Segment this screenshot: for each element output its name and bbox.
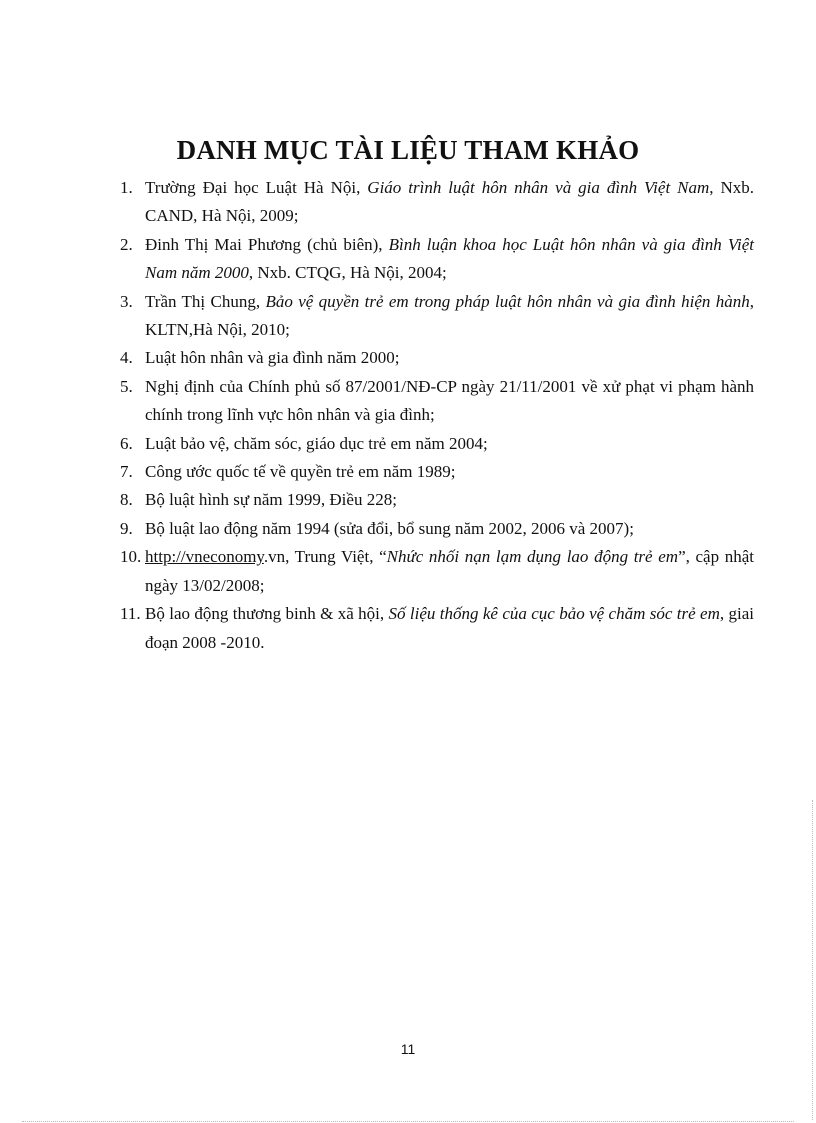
page-title: DANH MỤC TÀI LIỆU THAM KHẢO	[176, 135, 640, 165]
page-edge-divider	[22, 1121, 794, 1122]
list-item: 6. Luật bảo vệ, chăm sóc, giáo dục trẻ em năm 2004;	[120, 430, 754, 458]
item-number: 2.	[120, 234, 133, 254]
page-side-divider	[812, 800, 813, 1120]
item-number: 4.	[120, 348, 133, 368]
list-item: 11. Bộ lao động thương binh & xã hội, Số liệu thống kê của cục bảo vệ chăm sóc trẻ em, giai đoạn 2008 -2010.	[120, 600, 754, 657]
item-number: 7.	[120, 462, 133, 482]
item-number: 10.	[120, 547, 142, 567]
reference-link[interactable]: http://vneconomy	[145, 547, 264, 567]
item-number: 8.	[120, 490, 133, 510]
reference-list	[120, 174, 754, 657]
item-number: 1.	[120, 178, 133, 197]
item-number: 3.	[120, 291, 133, 311]
page-number: 11	[400, 1041, 416, 1057]
list-item: 3. Trần Thị Chung, Bảo vệ quyền trẻ em trong pháp luật hôn nhân và gia đình hiện hành, KLTN,Hà Nội, 2010;	[120, 288, 754, 345]
item-number: 9.	[120, 518, 133, 538]
list-item: 7. Công ước quốc tế về quyền trẻ em năm 1989;	[120, 458, 754, 486]
list-item: 9. Bộ luật lao động năm 1994 (sửa đổi, bổ sung năm 2002, 2006 và 2007);	[120, 515, 754, 543]
list-item: 2. Đinh Thị Mai Phương (chủ biên), Bình luận khoa học Luật hôn nhân và gia đình Việt Nam năm 2000, Nxb. CTQG, Hà Nội, 2004;	[120, 231, 754, 288]
list-item: 8. Bộ luật hình sự năm 1999, Điều 228;	[120, 486, 754, 514]
list-item: 4. Luật hôn nhân và gia đình năm 2000;	[120, 344, 754, 372]
item-number: 6.	[120, 433, 133, 453]
list-item: 1. Trường Đại học Luật Hà Nội, Giáo trình luật hôn nhân và gia đình Việt Nam, Nxb. CAND, Hà Nội, 2009;	[120, 174, 754, 231]
list-item: 10. http://vneconomy.vn, Trung Việt, “Nhức nhối nạn lạm dụng lao động trẻ em”, cập nhật ngày 13/02/2008;	[120, 543, 754, 600]
list-item: 5. Nghị định của Chính phủ số 87/2001/NĐ-CP ngày 21/11/2001 về xử phạt vi phạm hành chính trong lĩnh vực hôn nhân và gia đình;	[120, 373, 754, 430]
item-number: 11.	[120, 604, 141, 624]
item-number: 5.	[120, 376, 133, 396]
